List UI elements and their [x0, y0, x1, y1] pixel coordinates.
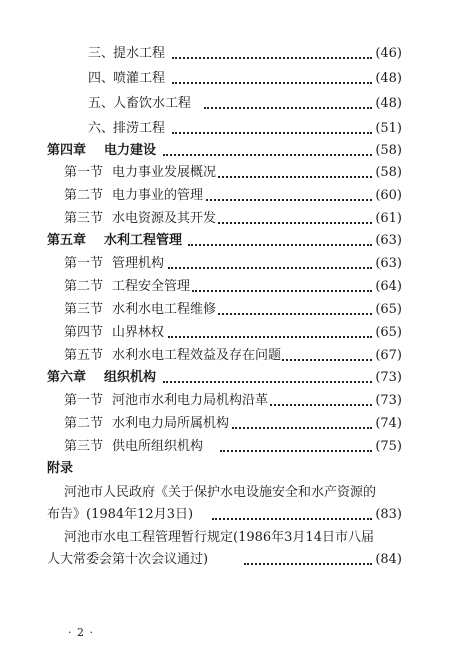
section-number: 第三节 — [64, 302, 104, 317]
section-number: 第三节 — [64, 211, 104, 226]
dot-leader — [218, 313, 372, 315]
entry-title: 水利电力局所属机构 — [112, 416, 230, 431]
dot-leader — [168, 336, 372, 338]
toc-entry[interactable] — [0, 391, 450, 411]
entry-title: 河池市水利电力局机构沿革 — [112, 393, 269, 408]
toc-entry[interactable] — [0, 119, 450, 139]
entry-title: 供电所组织机构 — [112, 439, 204, 454]
entry-page-number: (65) — [375, 302, 402, 317]
toc-chapter-entry[interactable] — [0, 368, 450, 388]
entry-page-number: (83) — [375, 507, 402, 522]
entry-page-number: (48) — [375, 71, 402, 86]
chapter-number: 第五章 — [47, 233, 87, 248]
section-number: 第一节 — [64, 165, 104, 180]
section-number: 第二节 — [64, 416, 104, 431]
dot-leader — [206, 199, 372, 201]
appendix-item-line[interactable]: 河池市人民政府《关于保护水电设施安全和水产资源的 — [64, 485, 377, 500]
toc-chapter-entry[interactable] — [0, 141, 450, 161]
chapter-title: 组织机构 — [104, 370, 157, 385]
entry-page-number: (67) — [375, 348, 402, 363]
entry-title: 喷灌工程 — [113, 71, 166, 86]
entry-page-number: (75) — [375, 439, 402, 454]
toc-entry[interactable] — [0, 437, 450, 457]
entry-page-number: (61) — [375, 211, 402, 226]
chapter-number: 第六章 — [47, 370, 87, 385]
toc-entry[interactable] — [0, 69, 450, 89]
entry-number: 四、 — [88, 71, 115, 86]
dot-leader — [244, 563, 372, 565]
section-number: 第三节 — [64, 439, 104, 454]
appendix-item-line[interactable]: 河池市水电工程管理暂行规定(1986年3月14日市八届 — [64, 530, 374, 545]
chapter-number: 第四章 — [47, 143, 87, 158]
entry-page-number: (84) — [375, 552, 402, 567]
appendix-heading: 附录 — [47, 461, 74, 476]
entry-page-number: (64) — [375, 279, 402, 294]
entry-page-number: (73) — [375, 370, 402, 385]
section-number: 第五节 — [64, 348, 104, 363]
entry-page-number: (63) — [375, 256, 402, 271]
entry-title: 提水工程 — [113, 46, 166, 61]
toc-entry[interactable] — [0, 300, 450, 320]
toc-entry[interactable] — [0, 346, 450, 366]
entry-page-number: (74) — [375, 416, 402, 431]
entry-page-number: (58) — [375, 143, 402, 158]
dot-leader — [212, 518, 372, 520]
dot-leader — [232, 427, 372, 429]
entry-page-number: (73) — [375, 393, 402, 408]
appendix-item-line: 人大常委会第十次会议通过) — [47, 552, 209, 567]
appendix-entry[interactable] — [0, 550, 450, 570]
page-number-footer: · 2 · — [68, 626, 94, 639]
entry-title: 管理机构 — [112, 256, 165, 271]
dot-leader — [172, 82, 372, 84]
entry-title: 山界林权 — [112, 325, 165, 340]
dot-leader — [204, 107, 372, 109]
entry-title: 水电资源及其开发 — [112, 211, 217, 226]
toc-entry[interactable] — [0, 323, 450, 343]
section-number: 第二节 — [64, 279, 104, 294]
dot-leader — [163, 381, 372, 383]
toc-chapter-entry[interactable] — [0, 231, 450, 251]
toc-entry[interactable] — [0, 414, 450, 434]
entry-number: 六、 — [88, 121, 115, 136]
toc-entry[interactable] — [0, 44, 450, 64]
entry-title: 电力事业的管理 — [112, 188, 204, 203]
entry-page-number: (51) — [375, 121, 402, 136]
chapter-title: 水利工程管理 — [104, 233, 183, 248]
dot-leader — [163, 154, 372, 156]
section-number: 第一节 — [64, 256, 104, 271]
entry-number: 五、 — [88, 96, 115, 111]
chapter-title: 电力建设 — [104, 143, 157, 158]
dot-leader — [168, 267, 372, 269]
toc-entry[interactable] — [0, 254, 450, 274]
dot-leader — [270, 404, 372, 406]
appendix-item-line: 布告》(1984年12月3日) — [47, 507, 194, 522]
entry-title: 排涝工程 — [113, 121, 166, 136]
toc-entry[interactable] — [0, 94, 450, 114]
toc-entry[interactable] — [0, 163, 450, 183]
dot-leader — [220, 450, 372, 452]
entry-page-number: (60) — [375, 188, 402, 203]
toc-entry[interactable] — [0, 277, 450, 297]
dot-leader — [218, 222, 372, 224]
entry-title: 水利水电工程维修 — [112, 302, 217, 317]
entry-number: 三、 — [88, 46, 115, 61]
toc-entry[interactable] — [0, 186, 450, 206]
entry-page-number: (63) — [375, 233, 402, 248]
section-number: 第四节 — [64, 325, 104, 340]
section-number: 第一节 — [64, 393, 104, 408]
entry-title: 工程安全管理 — [112, 279, 191, 294]
entry-page-number: (65) — [375, 325, 402, 340]
appendix-entry[interactable] — [0, 505, 450, 525]
dot-leader — [218, 176, 372, 178]
entry-title: 电力事业发展概况 — [112, 165, 217, 180]
section-number: 第二节 — [64, 188, 104, 203]
dot-leader — [172, 132, 372, 134]
entry-title: 水利水电工程效益及存在问题 — [112, 348, 282, 363]
dot-leader — [282, 359, 372, 361]
dot-leader — [192, 290, 372, 292]
dot-leader — [172, 57, 372, 59]
entry-page-number: (46) — [375, 46, 402, 61]
dot-leader — [188, 244, 372, 246]
toc-entry[interactable] — [0, 209, 450, 229]
entry-page-number: (58) — [375, 165, 402, 180]
entry-title: 人畜饮水工程 — [113, 96, 192, 111]
entry-page-number: (48) — [375, 96, 402, 111]
